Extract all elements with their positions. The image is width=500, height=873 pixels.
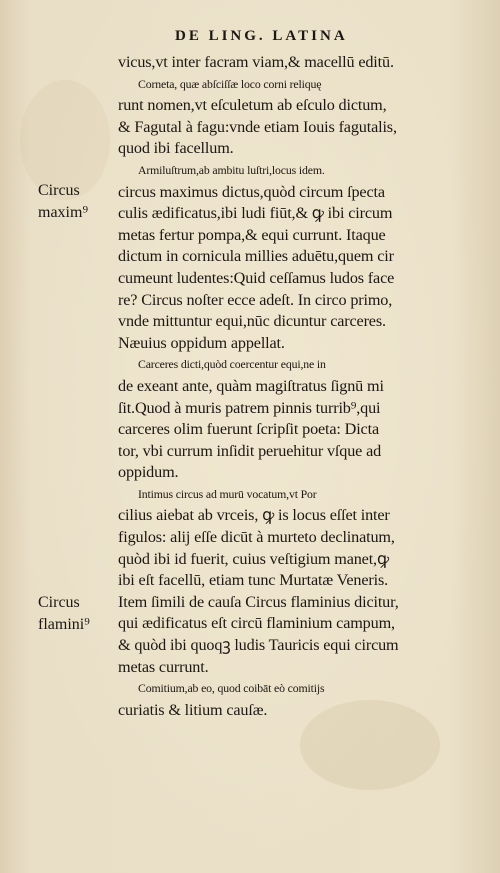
text-line: Corneta, quæ abſciſſæ loco corni reliquę [138,76,322,91]
text-line: quòd ibi id fuerit, cuius veſtigium manet,ꝙ [118,549,389,568]
text-line: quod ibi facellum. [118,139,234,158]
text-line: culis ædificatus,ibi ludi fiūt,& ꝙ ibi circum [118,204,393,223]
text-line: re? Circus noſter ecce adeſt. In circo primo, [118,290,393,309]
text-line: circus maximus dictus,quòd circum ſpecta [118,182,385,201]
margin-note-line: Circus [38,594,80,611]
text-line: ibi eſt facellū, etiam tunc Murtatæ Veneris. [118,571,389,590]
text-line: qui ædificatus eſt circū flaminium campum, [118,614,395,633]
text-line: Item ſimili de cauſa Circus flaminius dicitur, [118,592,399,611]
body-text [118,52,480,721]
text-line: metas fertur pompa,& equi currunt. Itaque [118,225,386,244]
margin-note-line: flamini⁹ [38,615,90,633]
text-line: cilius aiebat ab vrceis, ꝙ is locus eſſet inter [118,506,390,525]
margin-note-line: Circus [38,182,80,199]
text-line: Carceres dicti,quòd coercentur equi,ne in [138,357,326,372]
text-line: vnde mittuntur equi,nūc dicuntur carceres. [118,312,386,331]
text-line: metas currunt. [118,657,209,676]
text-line: figulos: alij eſſe dicūt à murteto declinatum, [118,528,395,547]
margin-note-circus-flaminius [38,592,90,635]
margin-note-line: maxim⁹ [38,203,89,221]
text-line: Armiluſtrum,ab ambitu luſtri,locus idem. [138,162,325,177]
text-line: oppidum. [118,463,179,482]
text-line: carceres olim fuerunt ſcripſit poeta: Dicta [118,420,379,439]
text-line: dictum in cornicula millies aduētu,quem cir [118,247,394,266]
text-line: ſit.Quod à muris patrem pinnis turrib⁹,qui [118,398,381,417]
text-line: Næuius oppidum appellat. [118,333,285,352]
text-line: vicus,vt inter facram viam,& macellū editū. [118,53,394,71]
text-line: tor, vbi currum inſidit peruehitur vſque ad [118,441,382,460]
text-line: cumeunt ludentes:Quid ceſſamus ludos face [118,268,395,287]
text-line: & quòd ibi quoqꝫ ludis Tauricis equi circum [118,636,399,655]
margin-note-circus-maximus [38,180,88,223]
text-line: Intimus circus ad murū vocatum,vt Por [138,486,317,501]
text-line: & Fagutal à fagu:vnde etiam Iouis fagutalis, [118,117,397,136]
text-line: runt nomen,vt eſculetum ab eſculo dictum, [118,96,387,115]
text-line: curiatis & litium cauſæ. [118,700,268,719]
running-header: DE LING. LATINA [175,28,348,44]
text-line: de exeant ante, quàm magiſtratus ſignū mi [118,376,384,395]
text-line: Comitium,ab eo, quod coibāt eò comitijs [138,681,325,696]
